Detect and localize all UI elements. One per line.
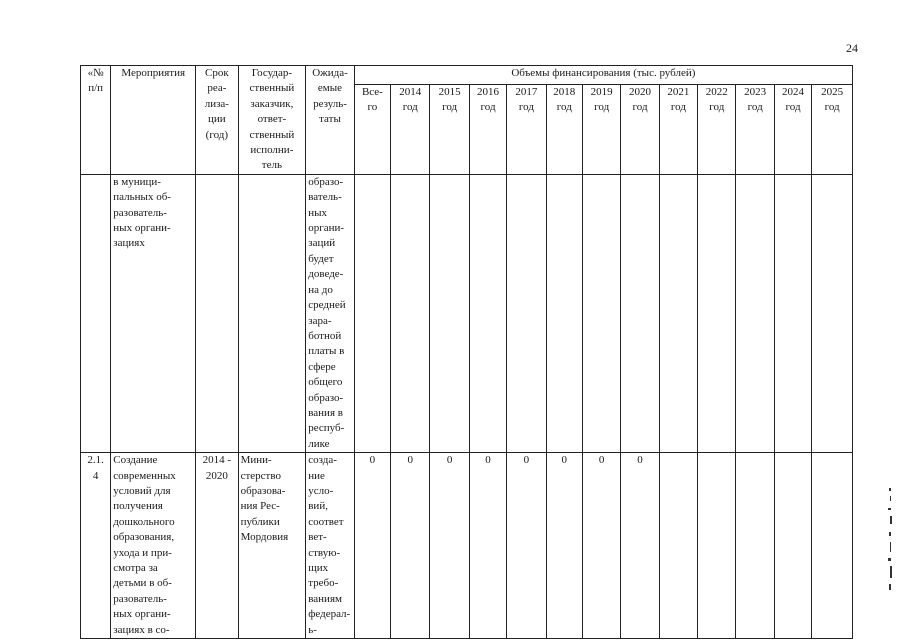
header-year-2020: 2020 год <box>621 84 659 174</box>
row-num <box>81 174 111 452</box>
row-value <box>621 174 659 452</box>
row-value <box>774 174 811 452</box>
row-value <box>469 174 506 452</box>
page-number: 24 <box>846 41 858 55</box>
row-value <box>546 174 582 452</box>
header-year-2017: 2017 год <box>507 84 546 174</box>
header-num: «№ п/п <box>81 66 111 175</box>
table-row <box>81 453 853 639</box>
row-value <box>812 174 853 452</box>
row-value: 0 <box>507 453 546 639</box>
row-value <box>354 174 390 452</box>
row-value <box>736 453 774 639</box>
header-year-2023: 2023 год <box>736 84 774 174</box>
header-year-2014: 2014 год <box>391 84 430 174</box>
funding-table <box>80 65 853 639</box>
row-value <box>659 453 697 639</box>
row-value: 0 <box>582 453 620 639</box>
row-value <box>507 174 546 452</box>
scan-margin-marks <box>884 480 898 600</box>
header-row <box>81 66 853 85</box>
header-term: Срок реа- лиза- ции (год) <box>196 66 238 175</box>
row-value <box>698 174 736 452</box>
header-year-2022: 2022 год <box>698 84 736 174</box>
row-value: 0 <box>354 453 390 639</box>
row-value: 0 <box>546 453 582 639</box>
header-funding: Объемы финансирования (тыс. рублей) <box>354 66 852 85</box>
row-value: 0 <box>469 453 506 639</box>
row-value <box>582 174 620 452</box>
row-value: 0 <box>391 453 430 639</box>
row-value <box>774 453 811 639</box>
header-event: Мероприятия <box>111 66 196 175</box>
table-row <box>81 174 853 452</box>
row-value <box>391 174 430 452</box>
row-value: 0 <box>430 453 469 639</box>
row-event: Создание современных условий для получения дошкольного образования, ухода и при- смотра за детьми в об- разователь- ных органи- зациях в со- <box>111 453 196 639</box>
row-customer <box>238 174 306 452</box>
row-term: 2014 - 2020 <box>196 453 238 639</box>
header-year-2025: 2025 год <box>812 84 853 174</box>
row-value <box>812 453 853 639</box>
header-results: Ожида- емые резуль- таты <box>306 66 354 175</box>
row-term <box>196 174 238 452</box>
header-year-2018: 2018 год <box>546 84 582 174</box>
row-value <box>659 174 697 452</box>
row-value <box>736 174 774 452</box>
header-customer: Государ- ственный заказчик, ответ- ственный исполни- тель <box>238 66 306 175</box>
header-year-2024: 2024 год <box>774 84 811 174</box>
header-year-2016: 2016 год <box>469 84 506 174</box>
row-results: созда- ние усло- вий, соответ вет- ствую- щих требо- ваниям федерал- ь- <box>306 453 354 639</box>
row-customer: Мини- стерство образова- ния Рес- публики Мордовия <box>238 453 306 639</box>
row-value <box>698 453 736 639</box>
header-year-total: Все- го <box>354 84 390 174</box>
header-year-2015: 2015 год <box>430 84 469 174</box>
row-value: 0 <box>621 453 659 639</box>
header-year-2021: 2021 год <box>659 84 697 174</box>
row-value <box>430 174 469 452</box>
row-event: в муници- пальных об- разователь- ных органи- зациях <box>111 174 196 452</box>
row-num: 2.1. 4 <box>81 453 111 639</box>
header-year-2019: 2019 год <box>582 84 620 174</box>
row-results: образо- ватель- ных органи- заций будет доведе- на до средней зара- ботной платы в сфере общего образо- вания в респуб- лике <box>306 174 354 452</box>
